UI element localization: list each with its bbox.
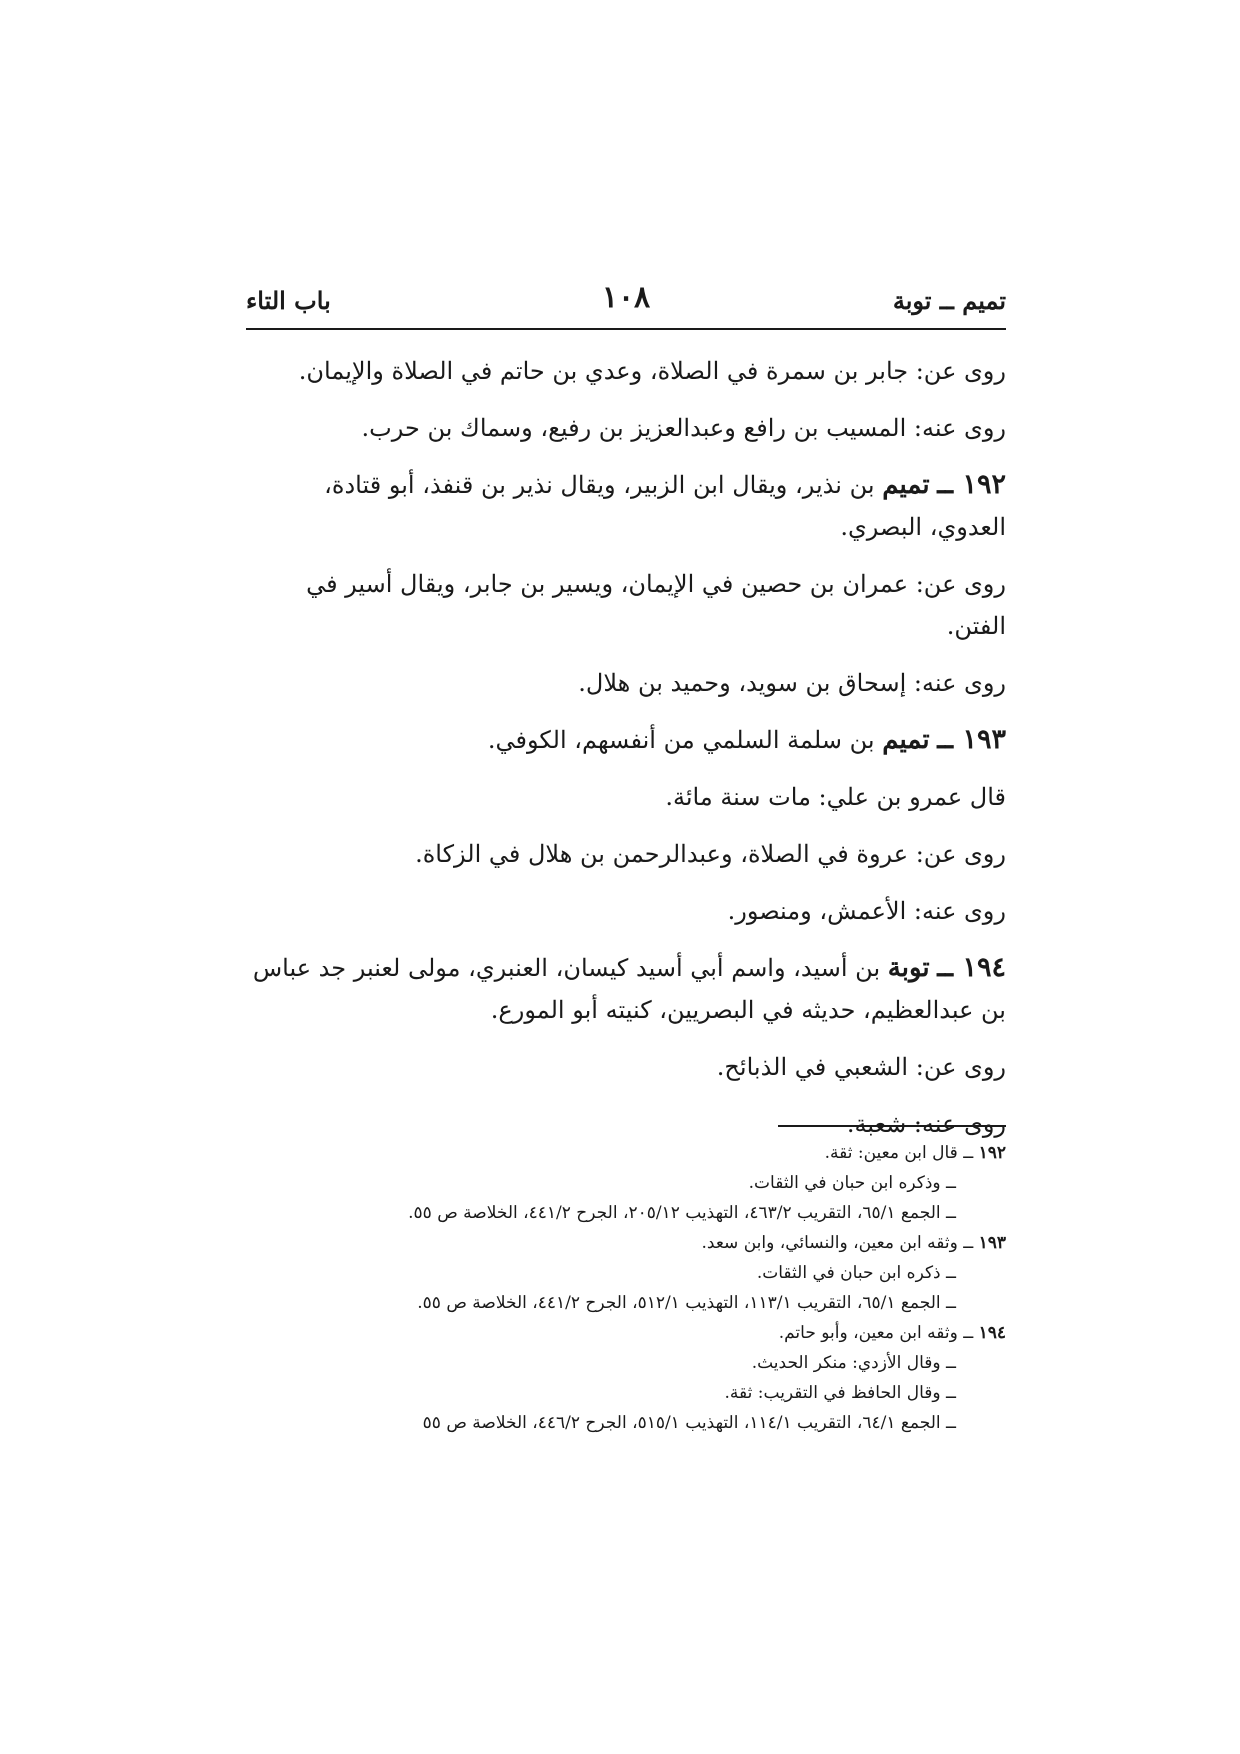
narrated-from-line: روى عن: عروة في الصلاة، وعبدالرحمن بن هلال في الزكاة. — [415, 840, 1006, 868]
narrated-by-line: روى عنه: المسيب بن رافع وعبدالعزيز بن رفيع، وسماك بن حرب. — [361, 414, 1006, 442]
footnote-line: ــ وقال الأزدي: منكر الحديث. — [751, 1353, 956, 1373]
footnote-line — [246, 1318, 1006, 1348]
narrated-by-line: روى عنه: الأعمش، ومنصور. — [727, 897, 1006, 925]
footnote-line — [246, 1138, 1006, 1168]
footnote-number: ١٩٢ — [978, 1143, 1006, 1163]
entry-text: بن سلمة السلمي من أنفسهم، الكوفي. — [487, 726, 875, 754]
entry-text: بن نذير، ويقال ابن الزبير، ويقال نذير بن قنفذ، أبو قتادة، العدوي، البصري. — [324, 471, 1006, 541]
entry-name: توبة — [887, 953, 930, 983]
footnote-number: ١٩٤ — [978, 1323, 1006, 1343]
death-note-line: قال عمرو بن علي: مات سنة مائة. — [665, 783, 1006, 811]
narrated-from-line: روى عن: جابر بن سمرة في الصلاة، وعدي بن حاتم في الصلاة والإيمان. — [298, 357, 1006, 385]
narrated-by-line: روى عنه: إسحاق بن سويد، وحميد بن هلال. — [578, 669, 1006, 697]
page-number: ١٠٨ — [601, 280, 651, 315]
entry-193 — [246, 719, 1006, 761]
footnote-line: ــ وذكره ابن حبان في الثقات. — [748, 1173, 956, 1193]
narrated-by-line: روى عنه: شعبة. — [846, 1110, 1006, 1138]
footnote-line: ــ الجمع ٦٥/١، التقريب ١١٣/١، التهذيب ٥١٢/١، الجرح ٤٤١/٢، الخلاصة ص ٥٥. — [417, 1293, 956, 1313]
footnote-line — [246, 1228, 1006, 1258]
entry-192 — [246, 464, 1006, 548]
entry-name: تميم — [882, 470, 930, 500]
footnote-text: ــ وثقه ابن معين، والنسائي، وابن سعد. — [701, 1233, 974, 1253]
footnotes — [246, 1138, 1006, 1438]
narrated-from-line: روى عن: الشعبي في الذبائح. — [716, 1053, 1006, 1081]
footnote-line: ــ ذكره ابن حبان في الثقات. — [756, 1263, 956, 1283]
running-head-chapter: باب التاء — [246, 286, 331, 315]
entry-text: بن أسيد، واسم أبي أسيد كيسان، العنبري، مولى لعنبر جد عباس بن عبدالعظيم، حديثه في البصريين، كنيته أبو المورع. — [252, 954, 1006, 1024]
footnote-separator — [778, 1125, 1006, 1127]
page-header — [246, 280, 1006, 326]
footnote-line: ــ وقال الحافظ في التقريب: ثقة. — [724, 1383, 956, 1403]
entry-name: تميم — [882, 725, 930, 755]
entry-194 — [246, 947, 1006, 1031]
main-text — [246, 350, 1006, 1160]
narrated-from-line: روى عن: عمران بن حصين في الإيمان، ويسير بن جابر، ويقال أسير في الفتن. — [306, 570, 1006, 640]
footnote-text: ــ قال ابن معين: ثقة. — [824, 1143, 974, 1163]
entry-number: ١٩٢ ــ — [937, 469, 1006, 500]
entry-number: ١٩٤ ــ — [937, 952, 1006, 983]
footnote-line: ــ الجمع ٦٥/١، التقريب ٤٦٣/٢، التهذيب ٢٠٥/١٢، الجرح ٤٤١/٢، الخلاصة ص ٥٥. — [408, 1203, 956, 1223]
footnote-number: ١٩٣ — [978, 1233, 1006, 1253]
footnote-text: ــ وثقه ابن معين، وأبو حاتم. — [778, 1323, 974, 1343]
running-head-entries: تميم ــ توبة — [892, 286, 1006, 315]
header-rule — [246, 328, 1006, 330]
entry-number: ١٩٣ ــ — [937, 724, 1006, 755]
footnote-line: ــ الجمع ٦٤/١، التقريب ١١٤/١، التهذيب ٥١٥/١، الجرح ٤٤٦/٢، الخلاصة ص ٥٥ — [422, 1413, 956, 1433]
